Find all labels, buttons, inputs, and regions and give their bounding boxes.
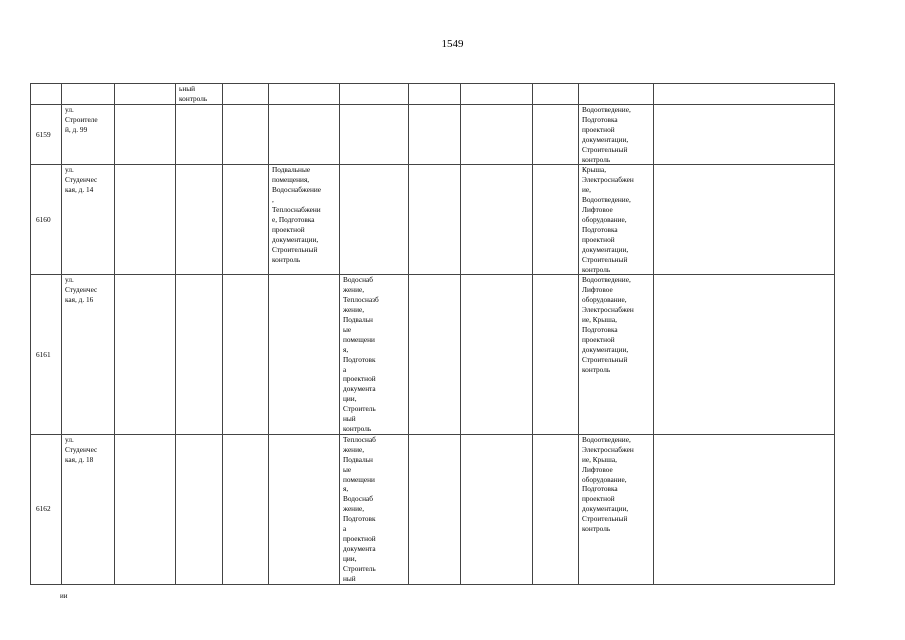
works-cell	[340, 165, 409, 275]
row-number: 6162	[31, 434, 62, 584]
row-number: 6159	[31, 105, 62, 165]
footer-note: ии	[60, 592, 68, 600]
row-number: 6161	[31, 275, 62, 435]
page-number: 1549	[441, 38, 464, 50]
works-cell: Водоотведение, Электроснабжен ие, Крыша, Лифтовое оборудование, Подготовка проектной документации, Строительный контроль	[579, 434, 654, 584]
works-cell: Водоснаб жение, Теплосназб жение, Подвальн ые помещени я, Подготовк а проектной документа ции, Строитель ный контроль	[340, 275, 409, 435]
carry-over-row	[31, 84, 835, 105]
address-cell: ул. Студенчес кая, д. 18	[62, 434, 115, 584]
address-cell: ул. Студенчес кая, д. 16	[62, 275, 115, 435]
works-cell	[269, 275, 340, 435]
table-row	[31, 165, 835, 275]
address-cell: ул. Студенчес кая, д. 14	[62, 165, 115, 275]
works-cell: Крыша, Электроснабжен ие, Водоотведение, Лифтовое оборудование, Подготовка проектной документации, Строительный контроль	[579, 165, 654, 275]
row-number: 6160	[31, 165, 62, 275]
table-row	[31, 434, 835, 584]
works-cell: Водоотведение, Лифтовое оборудование, Электроснабжен ие, Крыша, Подготовка проектной документации, Строительный контроль	[579, 275, 654, 435]
carry-over-cell: ьный контроль	[176, 84, 223, 105]
table-row	[31, 275, 835, 435]
works-cell	[269, 105, 340, 165]
address-cell: ул. Строителе й, д. 99	[62, 105, 115, 165]
works-cell	[340, 105, 409, 165]
repair-schedule-table	[30, 83, 835, 585]
works-cell	[269, 434, 340, 584]
works-cell: Водоотведение, Подготовка проектной документации, Строительный контроль	[579, 105, 654, 165]
works-cell: Теплоснаб жение, Подвальн ые помещени я, Водоснаб жение, Подготовк а проектной документа ции, Строитель ный	[340, 434, 409, 584]
works-cell: Подвальные помещения, Водоснабжение , Теплоснабжени е, Подготовка проектной документации, Строительный контроль	[269, 165, 340, 275]
table-row	[31, 105, 835, 165]
